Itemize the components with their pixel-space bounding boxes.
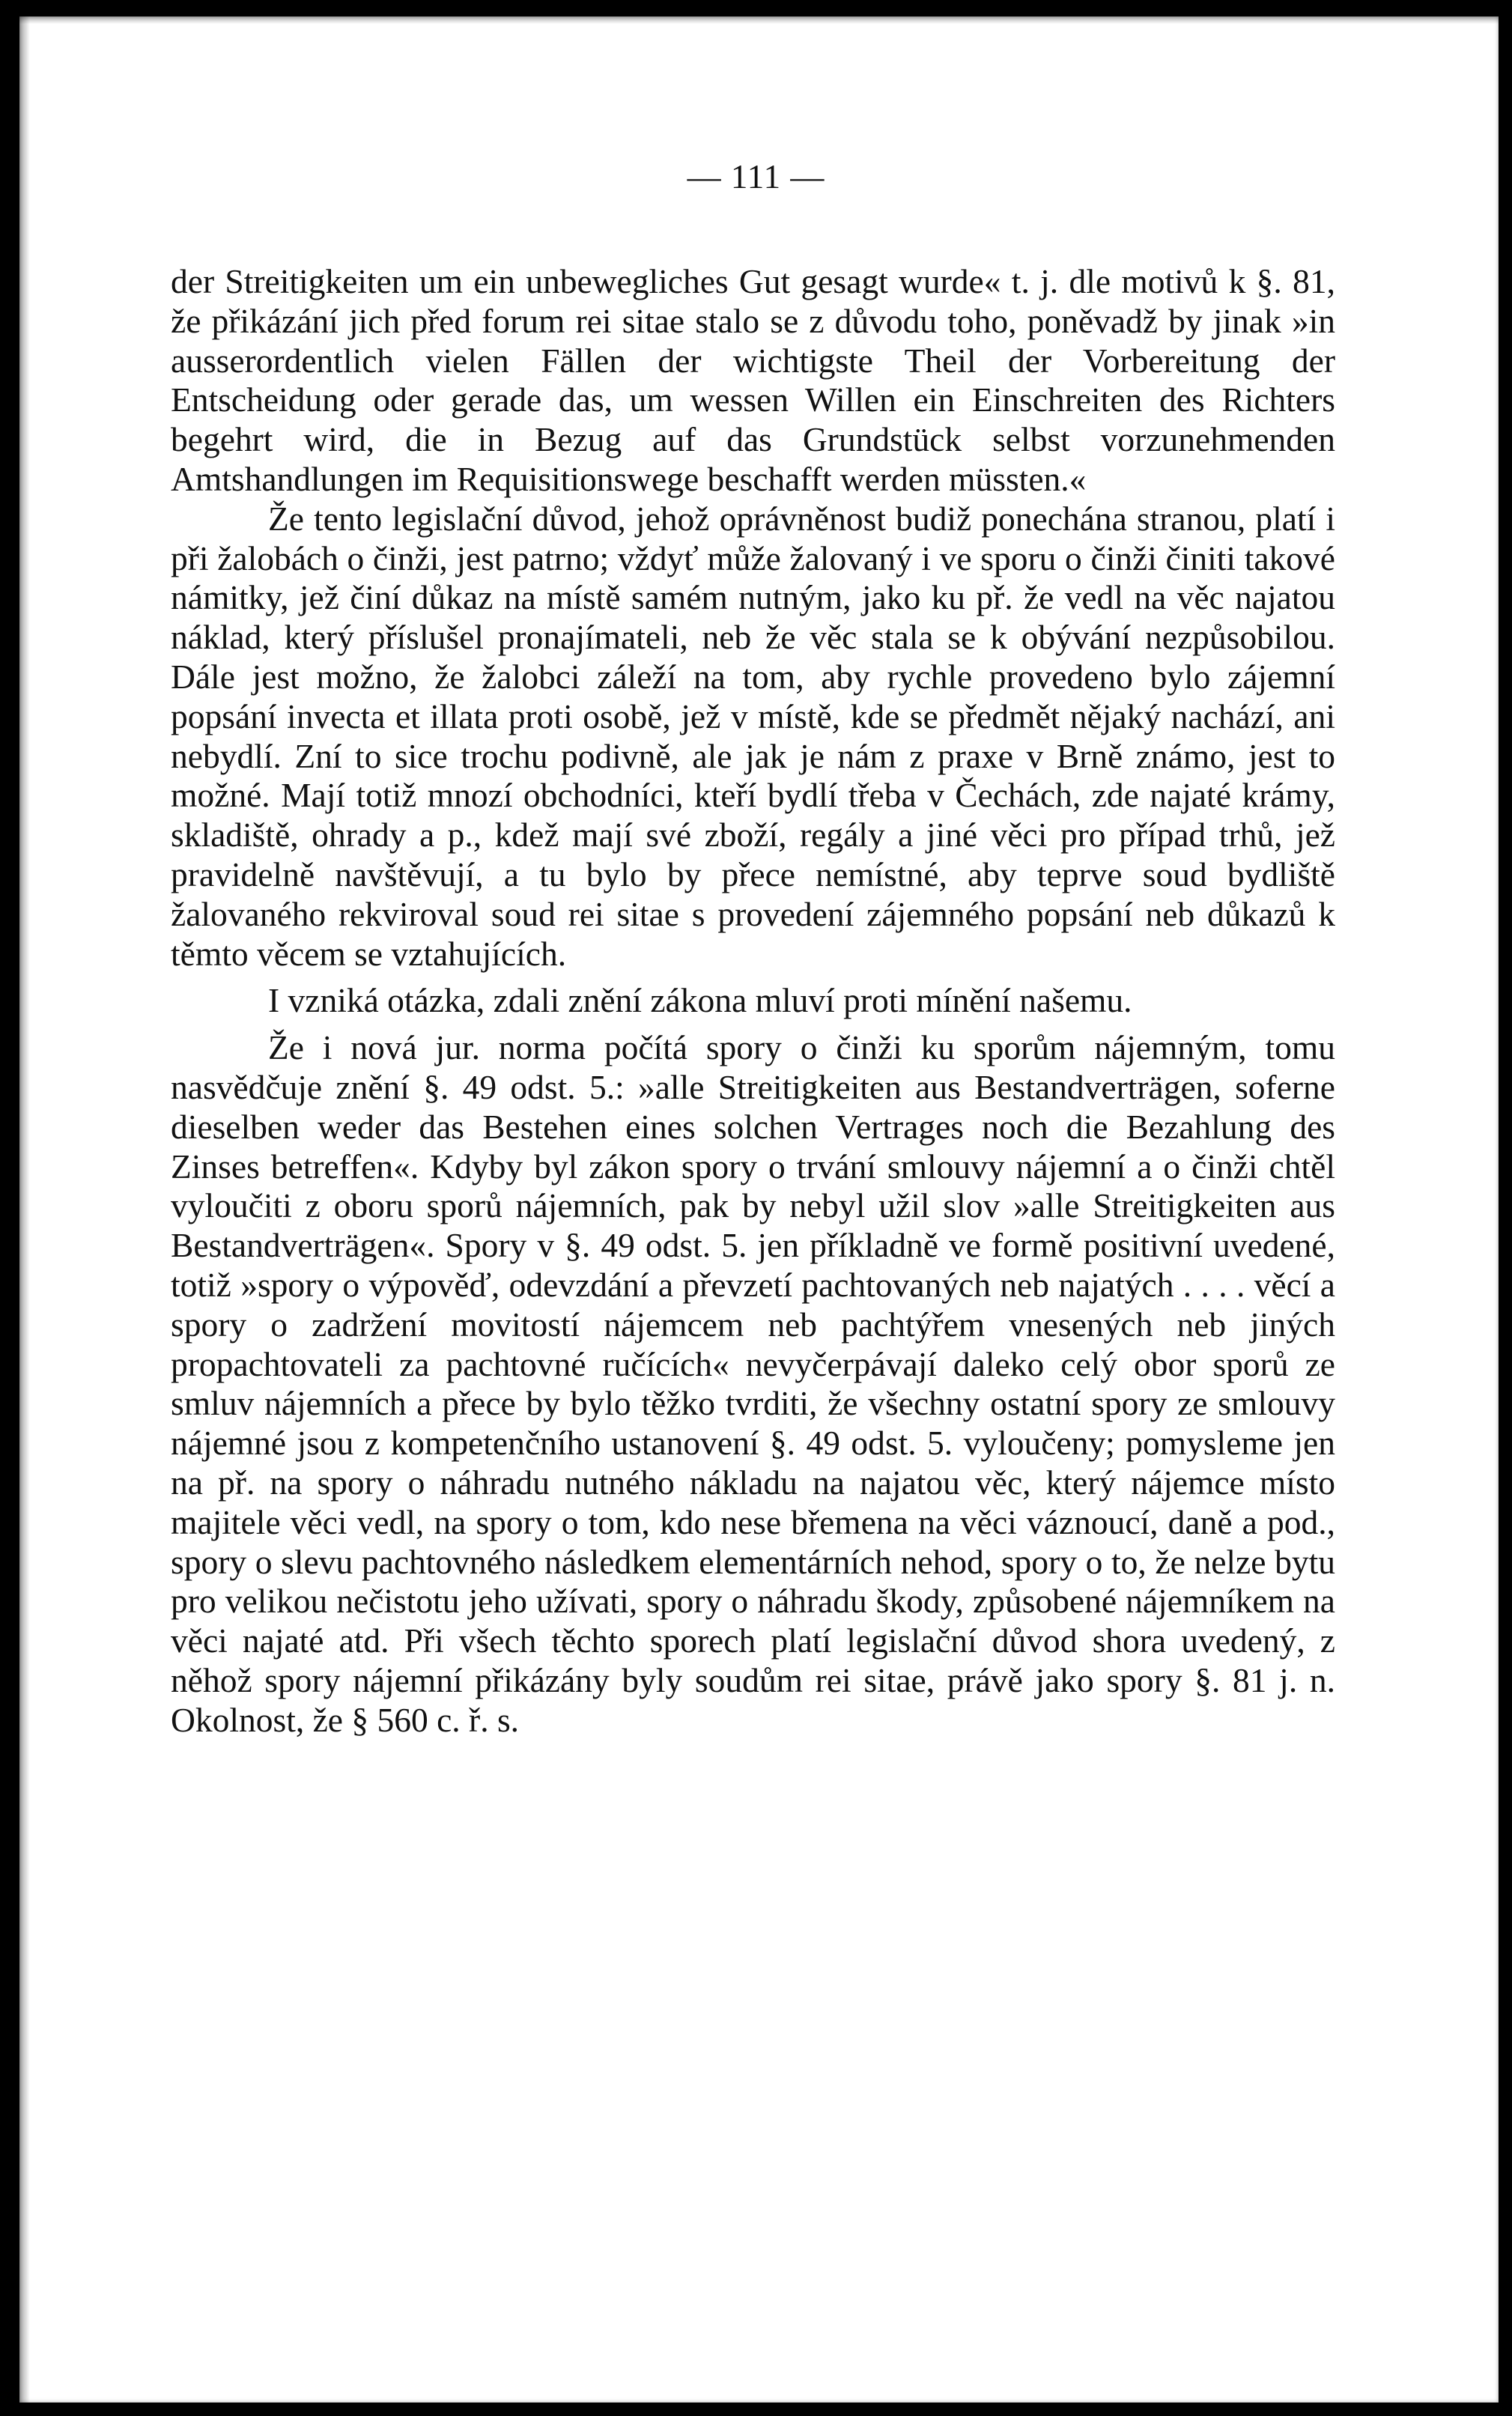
scan-edge-shadow-left [19, 16, 30, 2403]
paragraph: Že i nová jur. norma počítá spory o činži ku sporům nájemným, tomu nasvědčuje znění §. 49 odst. 5.: »alle Streitigkeiten aus Bestandverträgen, soferne dieselben weder das Bestehen eines solchen Vertrages noch die Bezahlung des Zinses betreffen«. Kdyby byl zákon spory o trvání smlouvy nájemní a o činži chtěl vyloučiti z oboru sporů nájemních, pak by nebyl užil slov »alle Streitigkeiten aus Bestandverträgen«. Spory v §. 49 odst. 5. jen příkladně ve formě positivní uvedené, totiž »spory o výpověď, odevzdání a převzetí pachtovaných neb najatých . . . . věcí a spory o zadržení movitostí nájemcem neb pachtýřem vnesených neb jiných propachtovateli za pachtovné ručících« nevyčerpávají daleko celý obor sporů ze smluv nájemních a přece by bylo těžko tvrditi, že všechny ostatní spory ze smlouvy nájemné jsou z kompetenčního ustanovení §. 49 odst. 5. vyloučeny; pomysleme jen na př. na spory o náhradu nutného nákladu na najatou věc, který nájemce místo majitele věci vedl, na spory o tom, kdo nese břemena na věci váznoucí, daně a pod., spory o slevu pachtovného následkem elementárních nehod, spory o to, že nelze bytu pro velikou nečistotu jeho užívati, spory o náhradu škody, způsobené nájemníkem na věci najaté atd. Při všech těchto sporech platí legislační důvod shora uvedený, z něhož spory nájemní přikázány byly soudům rei sitae, právě jako spory §. 81 j. n. Okolnost, že § 560 c. ř. s. [171, 1028, 1335, 1739]
paragraph: der Streitigkeiten um ein unbewegliches Gut gesagt wurde« t. j. dle motivů k §. 81, že přikázání jich před forum rei sitae stalo se z důvodu toho, poněvadž by jinak »in ausserordentlich vielen Fällen der wichtigste Theil der Vorbereitung der Entscheidung oder gerade das, um wessen Willen ein Einschreiten des Richters begehrt wird, die in Bezug auf das Grundstück selbst vorzunehmenden Amtshandlungen im Requisitionswege beschafft werden müssten.« [171, 262, 1335, 498]
page-number: — 111 — [687, 158, 825, 195]
paragraph: I vzniká otázka, zdali znění zákona mluví proti mínění našemu. [268, 981, 1132, 1020]
scan-edge-shadow-top [19, 16, 1499, 24]
body-text [171, 262, 1335, 1740]
paragraph: Že tento legislační důvod, jehož oprávněnost budiž ponechána stranou, platí i při žalobách o činži, jest patrno; vždyť může žalovaný i ve sporu o činži činiti takové námitky, jež činí důkaz na místě samém nutným, jako ku př. že vedl na věc najatou náklad, který příslušel pronajímateli, neb že věc stala se k obývání nezpůsobilou. Dále jest možno, že žalobci záleží na tom, aby rychle provedeno bylo zájemní popsání invecta et illata proti osobě, jež v místě, kde se předmět nějaký nachází, ani nebydlí. Zní to sice trochu podivně, ale jak je nám z praxe v Brně známo, jest to možné. Mají totiž mnozí obchodníci, kteří bydlí třeba v Čechách, zde najaté krámy, skladiště, ohrady a p., kdež mají své zboží, regály a jiné věci pro případ trhů, jež pravidelně navštěvují, a tu bylo by přece nemístné, aby teprve soud bydliště žalovaného rekviroval soud rei sitae s provedení zájemného popsání neb důkazů k těmto věcem se vztahujících. [171, 499, 1335, 973]
